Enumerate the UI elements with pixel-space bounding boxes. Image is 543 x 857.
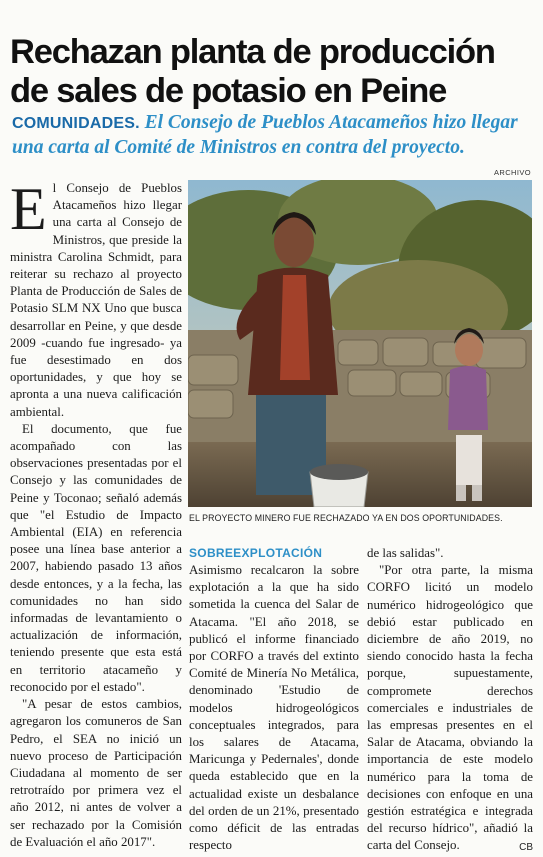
paragraph: "A pesar de estos cambios, agregaron los comuneros de San Pedro, el SEA no inició un nuevo proceso de Participación Ciudadana al momento de ser retrotraído por primera vez el año 2012, ni antes de volver a ser rechazado por la Comisión de Evaluación el año 2017".: [10, 697, 182, 849]
paragraph-text: l Consejo de Pueblos Atacameños hizo llegar una carta al Consejo de Ministros, que preside la ministra Carolina Schmidt, para reiterar su rechazo al proyecto Planta de Producción de Sales de Potasio SLM NX Uno que busca desarrollar en Peine, y que desde 2009 -cuando fue ingresado- ya fue desestimado en dos oportunidades, y que hoy se apronta a una nueva calificación ambiental.: [10, 181, 182, 419]
paragraph: de las salidas".: [367, 546, 444, 560]
photo-credit: ARCHIVO: [494, 168, 531, 177]
photo-illustration: [188, 180, 532, 507]
paragraph: [10, 176, 182, 421]
paragraph: [367, 562, 533, 854]
column-2: [189, 562, 359, 854]
column-1: [10, 176, 182, 851]
paragraph: El documento, que fue acompañado con las observaciones presentadas por el Consejo y las comunidades de Peine y Toconao; señaló además que "el Estudio de Impacto Ambiental (EIA) en referencia posee una línea base anterior a 2007, habiendo pasado 13 años desde entonces, y a la fecha, las comunidades no han sido informadas de levantamiento o actualización de información, teniendo presente que esta está en territorio atacameño y reconocido por el estado".: [10, 421, 182, 694]
article-photo: [188, 180, 532, 507]
column-3: [367, 545, 533, 857]
paragraph-text: "Por otra parte, la misma CORFO licitó un modelo numérico hidrogeológico que debió estar publicado en diciembre de año 2019, no siendo conocido hasta la fecha porque, supuestamente, compromete derechos comerciales e industriales de las empresas presentes en el Salar de Atacama, obviando la importancia de este modelo numérico para la toma de decisiones con enfoque en una gestión estratégica e integrada del recurso hídrico", añadió la carta del Consejo.: [367, 563, 533, 853]
kicker: COMUNIDADES.: [12, 115, 140, 132]
paragraph: Asimismo recalcaron la sobre explotación a la que ha sido sometida la cuenca del Salar de Atacama. "El año 2018, se publicó el informe financiado por CORFO a través del extinto Comité de Minería No Metálica, denominado 'Estudio de modelos hidrogeológicos conceptuales integrados, para los salares de Atacama, Maricunga y Pedernales', donde queda establecido que en la actualidad existe un desbalance del orden de un 21%, presentado como déficit de las entradas respecto: [189, 563, 359, 853]
deck: [12, 111, 532, 160]
end-mark: CB: [519, 842, 533, 854]
photo-caption: EL PROYECTO MINERO FUE RECHAZADO YA EN DOS OPORTUNIDADES.: [189, 513, 503, 523]
headline: Rechazan planta de producción de sales de potasio en Peine: [10, 33, 495, 111]
deck-text: El Consejo de Pueblos Atacameños hizo llegar una carta al Comité de Ministros en contra del proyecto.: [12, 112, 518, 158]
dropcap: E: [10, 176, 47, 242]
section-subhead: SOBREEXPLOTACIÓN: [189, 546, 323, 560]
